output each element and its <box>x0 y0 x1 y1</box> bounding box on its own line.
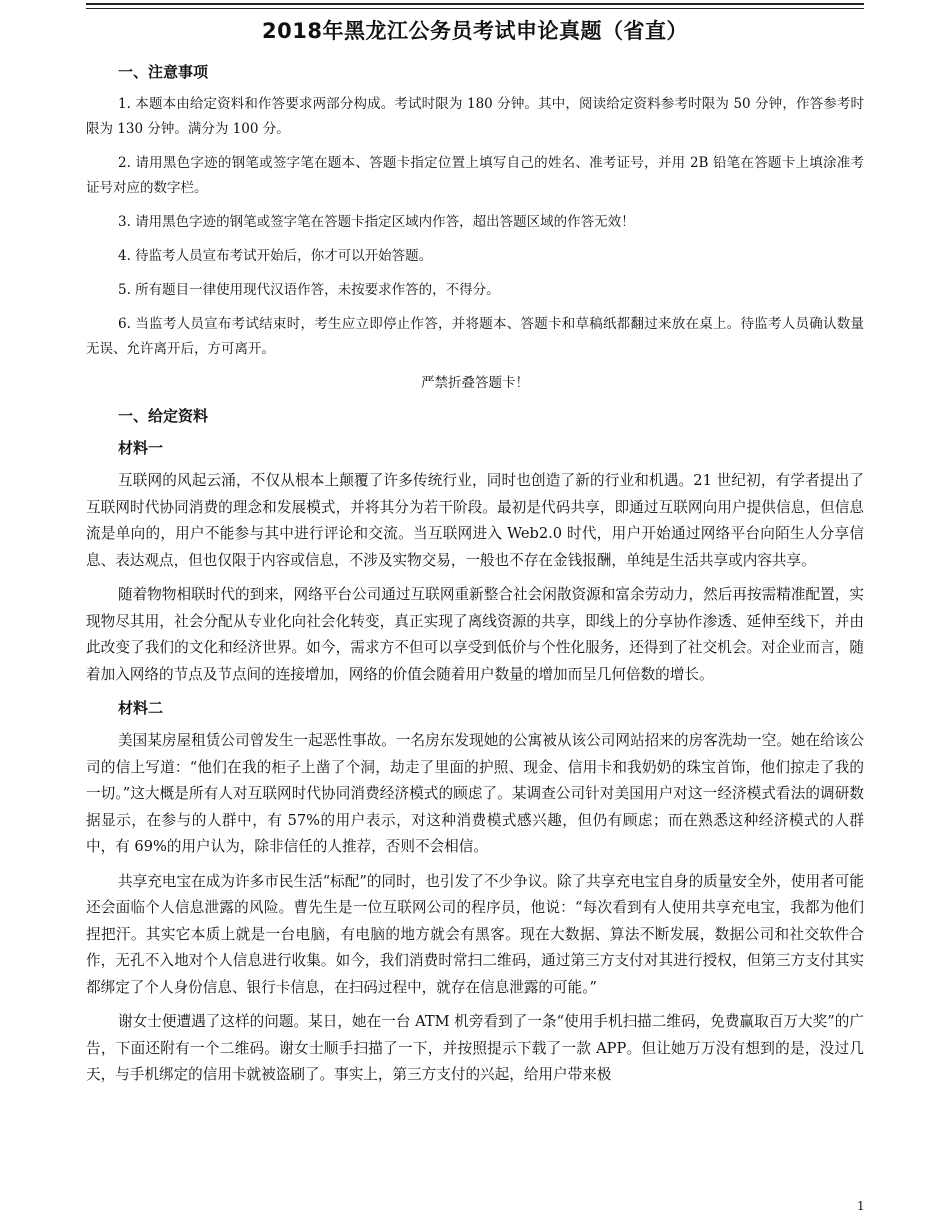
material-2-paragraph: 谢女士便遭遇了这样的问题。某日，她在一台 ATM 机旁看到了一条“使用手机扫描二维码，免费赢取百万大奖”的广告，下面还附有一个二维码。谢女士顺手扫描了一下，并按照提示下载了一款 APP。但让她万万没有想到的是，没过几天，与手机绑定的信用卡就被盗刷了。事实上，第三方支付的兴起，给用户带来极 <box>86 1013 864 1083</box>
document-title: 2018年黑龙江公务员考试申论真题（省直） <box>262 19 688 43</box>
notice-item: 4. 待监考人员宣布考试开始后，你才可以开始答题。 <box>118 248 433 264</box>
material-1-heading: 材料一 <box>118 439 164 457</box>
material-1-paragraph: 互联网的风起云涌，不仅从根本上颠覆了许多传统行业，同时也创造了新的行业和机遇。21 世纪初，有学者提出了互联网时代协同消费的理念和发展模式，并将其分为若干阶段。最初是代码共享，即通过互联网向用户提供信息，但信息流是单向的，用户不能参与其中进行评论和交流。当互联网进入 Web2.0 时代，用户开始通过网络平台向陌生人分享信息、表达观点，但也仅限于内容或信息，不涉及实物交易，一般也不存在金钱报酬，单纯是生活共享或内容共享。 <box>86 472 864 569</box>
notice-item: 2. 请用黑色字迹的钢笔或签字笔在题本、答题卡指定位置上填写自己的姓名、准考证号，并用 2B 铅笔在答题卡上填涂准考证号对应的数字栏。 <box>86 155 864 196</box>
materials-heading: 一、给定资料 <box>118 407 209 425</box>
notice-item: 3. 请用黑色字迹的钢笔或签字笔在答题卡指定区域内作答，超出答题区域的作答无效！ <box>118 214 635 230</box>
material-2-paragraph: 美国某房屋租赁公司曾发生一起恶性事故。一名房东发现她的公寓被从该公司网站招来的房客洗劫一空。她在给该公司的信上写道：“他们在我的柜子上凿了个洞，劫走了里面的护照、现金、信用卡和我奶奶的珠宝首饰，他们掠走了我的一切。”这大概是所有人对互联网时代协同消费经济模式的顾虑了。某调查公司针对美国用户对这一经济模式看法的调研数据显示，在参与的人群中，有 57%的用户表示，对这种消费模式感兴趣，但仍有顾虑；而在熟悉这种经济模式的人群中，有 69%的用户认为，除非信任的人推荐，否则不会相信。 <box>86 732 864 855</box>
material-1-paragraph: 随着物物相联时代的到来，网络平台公司通过互联网重新整合社会闲散资源和富余劳动力，然后再按需精准配置，实现物尽其用，社会分配从专业化向社会化转变，真正实现了离线资源的共享，即线上的分享协作渗透、延伸至线下，并由此改变了我们的文化和经济世界。如今，需求方不但可以享受到低价与个性化服务，还得到了社交机会。对企业而言，随着加入网络的节点及节点间的连接增加，网络的价值会随着用户数量的增加而呈几何倍数的增长。 <box>86 586 864 683</box>
notice-item: 1. 本题本由给定资料和作答要求两部分构成。考试时限为 180 分钟。其中，阅读给定资料参考时限为 50 分钟，作答参考时限为 130 分钟。满分为 100 分。 <box>86 96 864 137</box>
material-2-heading: 材料二 <box>118 699 164 717</box>
warning-text: 严禁折叠答题卡！ <box>421 375 529 391</box>
notice-heading: 一、注意事项 <box>118 63 209 81</box>
notice-item: 6. 当监考人员宣布考试结束时，考生应立即停止作答，并将题本、答题卡和草稿纸都翻过来放在桌上。待监考人员确认数量无误、允许离开后，方可离开。 <box>86 316 864 357</box>
header-rule-thin <box>86 8 864 9</box>
material-2-paragraph: 共享充电宝在成为许多市民生活“标配”的同时，也引发了不少争议。除了共享充电宝自身的质量安全外，使用者可能还会面临个人信息泄露的风险。曹先生是一位互联网公司的程序员，他说：“每次看到有人使用共享充电宝，我都为他们捏把汗。其实它本质上就是一台电脑，有电脑的地方就会有黑客。现在大数据、算法不断发展，数据公司和社交软件合作，无孔不入地对个人信息进行收集。如今，我们消费时常扫二维码，通过第三方支付对其进行授权，但第三方支付其实都绑定了个人身份信息、银行卡信息，在扫码过程中，就存在信息泄露的可能。” <box>86 872 864 996</box>
page-number: 1 <box>857 1199 865 1213</box>
notice-item: 5. 所有题目一律使用现代汉语作答，未按要求作答的，不得分。 <box>118 282 500 298</box>
header-rule-thick <box>86 3 864 5</box>
document-body <box>86 58 864 1097</box>
